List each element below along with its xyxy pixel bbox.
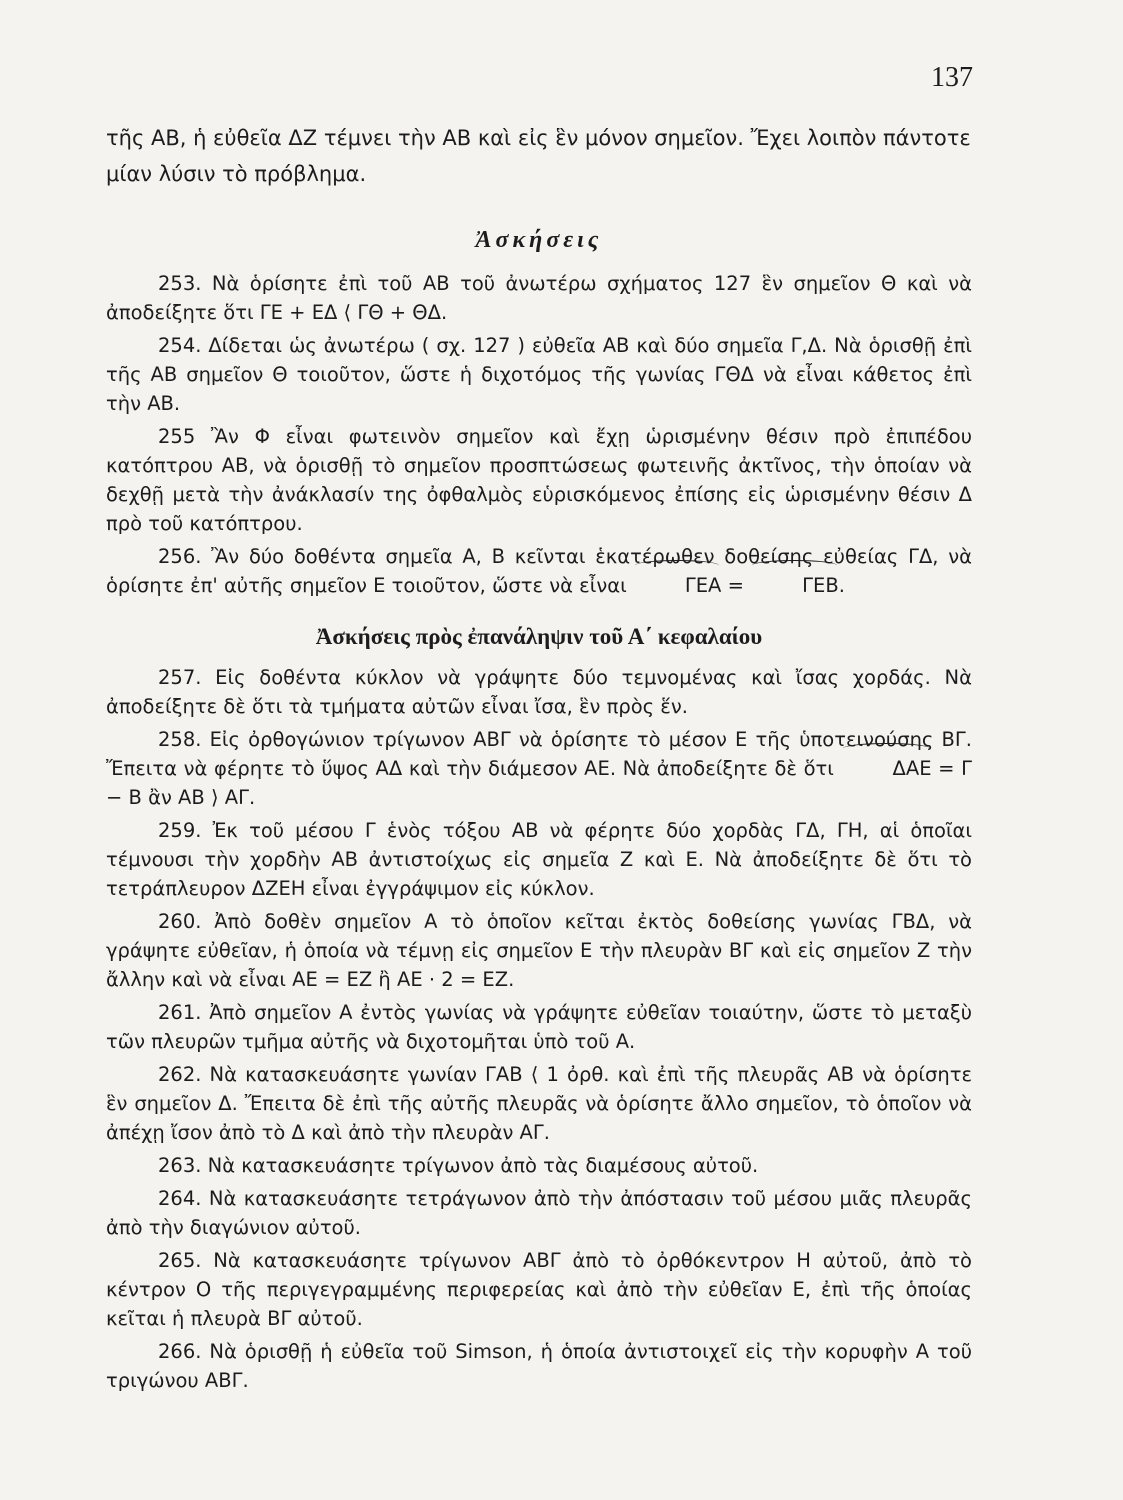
exercise-256 xyxy=(106,542,972,600)
exercise-255: 255 Ἂν Φ εἶναι φωτεινὸν σημεῖον καὶ ἔχῃ ὡρισμένην θέσιν πρὸ ἐπιπέδου κατόπτρου ΑΒ, νὰ ὁρισθῇ τὸ σημεῖον προσπτώσεως φωτεινῆς ἀκτῖνος, τὴν ὁποίαν νὰ δεχθῇ μετὰ τὴν ἀνάκλασίν της ὀφθαλμὸς εὑρισκόμενος ἐπίσης εἰς ὡρισμένην θέσιν Δ πρὸ τοῦ κατόπτρου. xyxy=(106,425,972,535)
exercises-heading: Ἀσκήσεις xyxy=(475,227,603,253)
exercise-257: 257. Εἰς δοθέντα κύκλον νὰ γράψητε δύο τεμνομένας καὶ ἴσας χορδάς. Νὰ ἀποδείξητε δὲ ὅτι τὰ τμήματα αὐτῶν εἶναι ἴσα, ἓν πρὸς ἕν. xyxy=(106,666,972,718)
exercise-256-end: . xyxy=(838,574,845,597)
exercise-253: 253. Νὰ ὁρίσητε ἐπὶ τοῦ ΑΒ τοῦ ἀνωτέρω σχήματος 127 ἓν σημεῖον Θ καὶ νὰ ἀποδείξητε ὅτι ΓΕ + ΕΔ ⟨ ΓΘ + ΘΔ. xyxy=(106,272,972,324)
angle-gea: ΓΕΑ xyxy=(633,571,722,600)
exercise-260: 260. Ἀπὸ δοθὲν σημεῖον Α τὸ ὁποῖον κεῖται ἐκτὸς δοθείσης γωνίας ΓΒΔ, νὰ γράψητε εὐθεῖαν, ἡ ὁποία νὰ τέμνῃ εἰς σημεῖον Ε τὴν πλευρὰν ΒΓ καὶ εἰς σημεῖον Ζ τὴν ἄλλην καὶ νὰ εἶναι ΑΕ = ΕΖ ἢ ΑΕ · 2 = ΕΖ. xyxy=(106,910,972,991)
angle-dae: ΔΑΕ xyxy=(841,754,932,783)
exercise-258-end: = Γ − Β ἂν ΑΒ ⟩ ΑΓ. xyxy=(106,757,972,809)
angle-geb: ΓΕΒ xyxy=(750,571,839,600)
exercise-259: 259. Ἐκ τοῦ μέσου Γ ἑνὸς τόξου ΑΒ νὰ φέρητε δύο χορδὰς ΓΔ, ΓΗ, αἱ ὁποῖαι τέμνουσι τὴν χορδὴν ΑΒ ἀντιστοίχως εἰς σημεῖα Ζ καὶ Ε. Νὰ ἀποδείξητε δὲ ὅτι τὸ τετράπλευρον ΔΖΕΗ εἶναι ἐγγράψιμον εἰς κύκλον. xyxy=(106,819,972,900)
equals-sign: = xyxy=(721,574,751,597)
page-content xyxy=(106,120,972,1399)
exercise-258 xyxy=(106,725,972,812)
exercise-264: 264. Νὰ κατασκευάσητε τετράγωνον ἀπὸ τὴν ἀπόστασιν τοῦ μέσου μιᾶς πλευρᾶς ἀπὸ τὴν διαγώνιον αὐτοῦ. xyxy=(106,1187,972,1239)
exercise-256-text: 256. Ἂν δύο δοθέντα σημεῖα Α, Β κεῖνται ἑκατέρωθεν δοθείσης εὐθείας ΓΔ, νὰ ὁρίσητε ἐπ' αὐτῆς σημεῖον Ε τοιοῦτον, ὥστε νὰ εἶναι xyxy=(106,545,972,597)
exercise-263: 263. Νὰ κατασκευάσητε τρίγωνον ἀπὸ τὰς διαμέσους αὐτοῦ. xyxy=(158,1154,759,1177)
page-number: 137 xyxy=(931,62,973,93)
review-exercises-heading: Ἀσκήσεις πρὸς ἐπανάληψιν τοῦ Α΄ κεφαλαίου xyxy=(315,624,763,649)
exercise-265: 265. Νὰ κατασκευάσητε τρίγωνον ΑΒΓ ἀπὸ τὸ ὀρθόκεντρον Η αὐτοῦ, ἀπὸ τὸ κέντρον Ο τῆς περιγεγραμμένης περιφερείας καὶ ἀπὸ τὴν εὐθεῖαν Ε, ἐπὶ τῆς ὁποίας κεῖται ἡ πλευρὰ ΒΓ αὐτοῦ. xyxy=(106,1249,972,1330)
exercise-261: 261. Ἀπὸ σημεῖον Α ἐντὸς γωνίας νὰ γράψητε εὐθεῖαν τοιαύτην, ὥστε τὸ μεταξὺ τῶν πλευρῶν τμῆμα αὐτῆς νὰ διχοτομῆται ὑπὸ τοῦ Α. xyxy=(106,1001,972,1053)
exercise-258-text: 258. Εἰς ὀρθογώνιον τρίγωνον ΑΒΓ νὰ ὁρίσητε τὸ μέσον Ε τῆς ὑποτεινούσης ΒΓ. Ἔπειτα νὰ φέρητε τὸ ὕψος ΑΔ καὶ τὴν διάμεσον ΑΕ. Νὰ ἀποδείξητε δὲ ὅτι xyxy=(106,728,972,780)
exercise-254: 254. Δίδεται ὡς ἀνωτέρω ( σχ. 127 ) εὐθεῖα ΑΒ καὶ δύο σημεῖα Γ,Δ. Νὰ ὁρισθῇ ἐπὶ τῆς ΑΒ σημεῖον Θ τοιοῦτον, ὥστε ἡ διχοτόμος τῆς γωνίας ΓΘΔ νὰ εἶναι κάθετος ἐπὶ τὴν ΑΒ. xyxy=(106,334,972,415)
intro-paragraph: τῆς ΑΒ, ἡ εὐθεῖα ΔΖ τέμνει τὴν ΑΒ καὶ εἰς ἓν μόνον σημεῖον. Ἔχει λοιπὸν πάντοτε μίαν λύσιν τὸ πρόβλημα. xyxy=(106,126,971,186)
exercise-266: 266. Νὰ ὁρισθῇ ἡ εὐθεῖα τοῦ Simson, ἡ ὁποία ἀντιστοιχεῖ εἰς τὴν κορυφὴν Α τοῦ τριγώνου ΑΒΓ. xyxy=(106,1340,972,1392)
exercise-262: 262. Νὰ κατασκευάσητε γωνίαν ΓΑΒ ⟨ 1 ὀρθ. καὶ ἐπὶ τῆς πλευρᾶς ΑΒ νὰ ὁρίσητε ἓν σημεῖον Δ. Ἔπειτα δὲ ἐπὶ τῆς αὐτῆς πλευρᾶς νὰ ὁρίσητε ἄλλο σημεῖον, τὸ ὁποῖον νὰ ἀπέχῃ ἴσον ἀπὸ τὸ Δ καὶ ἀπὸ τὴν πλευρὰν ΑΓ. xyxy=(106,1063,972,1144)
